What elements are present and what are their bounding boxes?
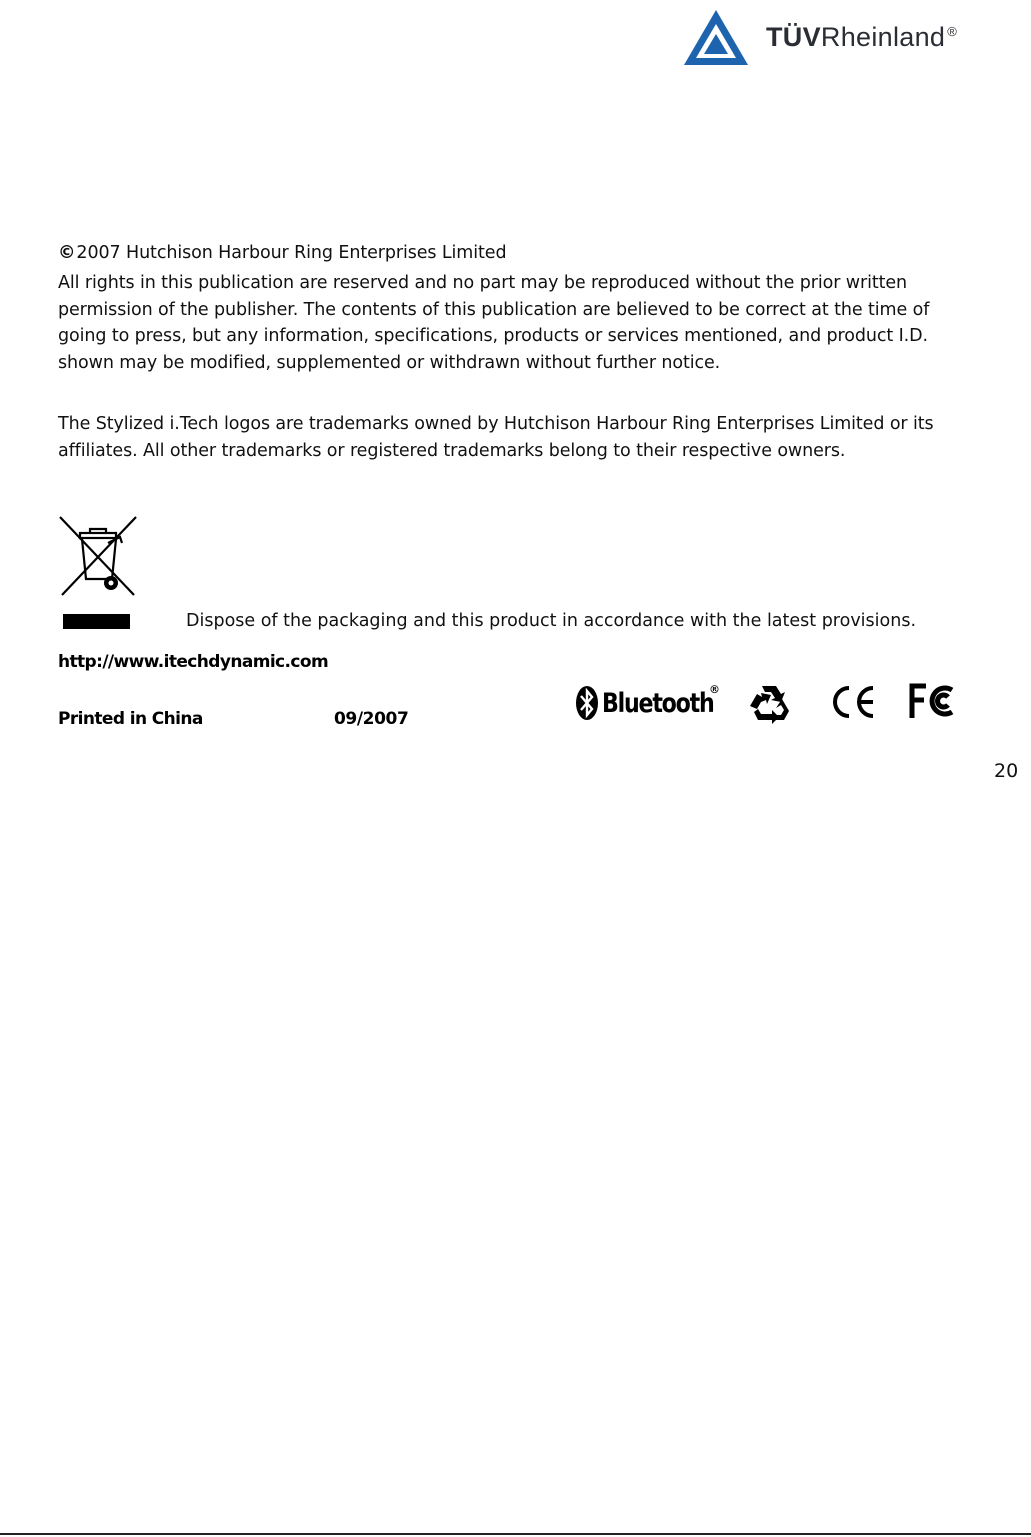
tuv-triangle-icon [682,8,750,68]
trademarks-paragraph: The Stylized i.Tech logos are trademarks owned by Hutchison Harbour Ring Enterprises Limited or its affiliates. All other trademarks or registered trademarks belong to their respective owners. [58,414,934,461]
fcc-mark-icon [908,682,958,720]
weee-crossed-bin-icon [56,513,140,599]
tuv-registered-mark: ® [947,24,958,39]
page-number: 20 [994,760,1019,782]
bluetooth-registered-mark: ® [709,683,720,696]
tuv-rheinland-logo [682,8,1022,68]
disposal-notice: Dispose of the packaging and this product in accordance with the latest provisions. [186,611,917,631]
bluetooth-wordmark: Bluetooth [602,687,714,719]
recycle-icon [746,682,792,724]
print-date: 09/2007 [334,709,409,729]
bottom-rule [0,1533,1031,1535]
weee-black-bar [63,614,130,629]
printed-in-label: Printed in China [58,709,203,729]
copyright-line [58,240,506,267]
copyright-text: 2007 Hutchison Harbour Ring Enterprises Limited [76,243,507,263]
tuv-brand-regular: Rheinland [820,22,946,52]
rights-paragraph: All rights in this publication are reserved and no part may be reproduced without the prior written permission of the publisher. The contents of this publication are believed to be correct at the time of going to press, but any information, specifications, products or services mentioned, and product I.D. shown may be modified, supplemented or withdrawn without further notice. [58,273,930,373]
bluetooth-icon [575,685,599,721]
website-link[interactable]: http://www.itechdynamic.com [58,652,329,672]
tuv-brand-bold: TÜV [766,22,821,52]
copyright-symbol: © [58,243,76,263]
ce-mark-icon [827,684,877,720]
